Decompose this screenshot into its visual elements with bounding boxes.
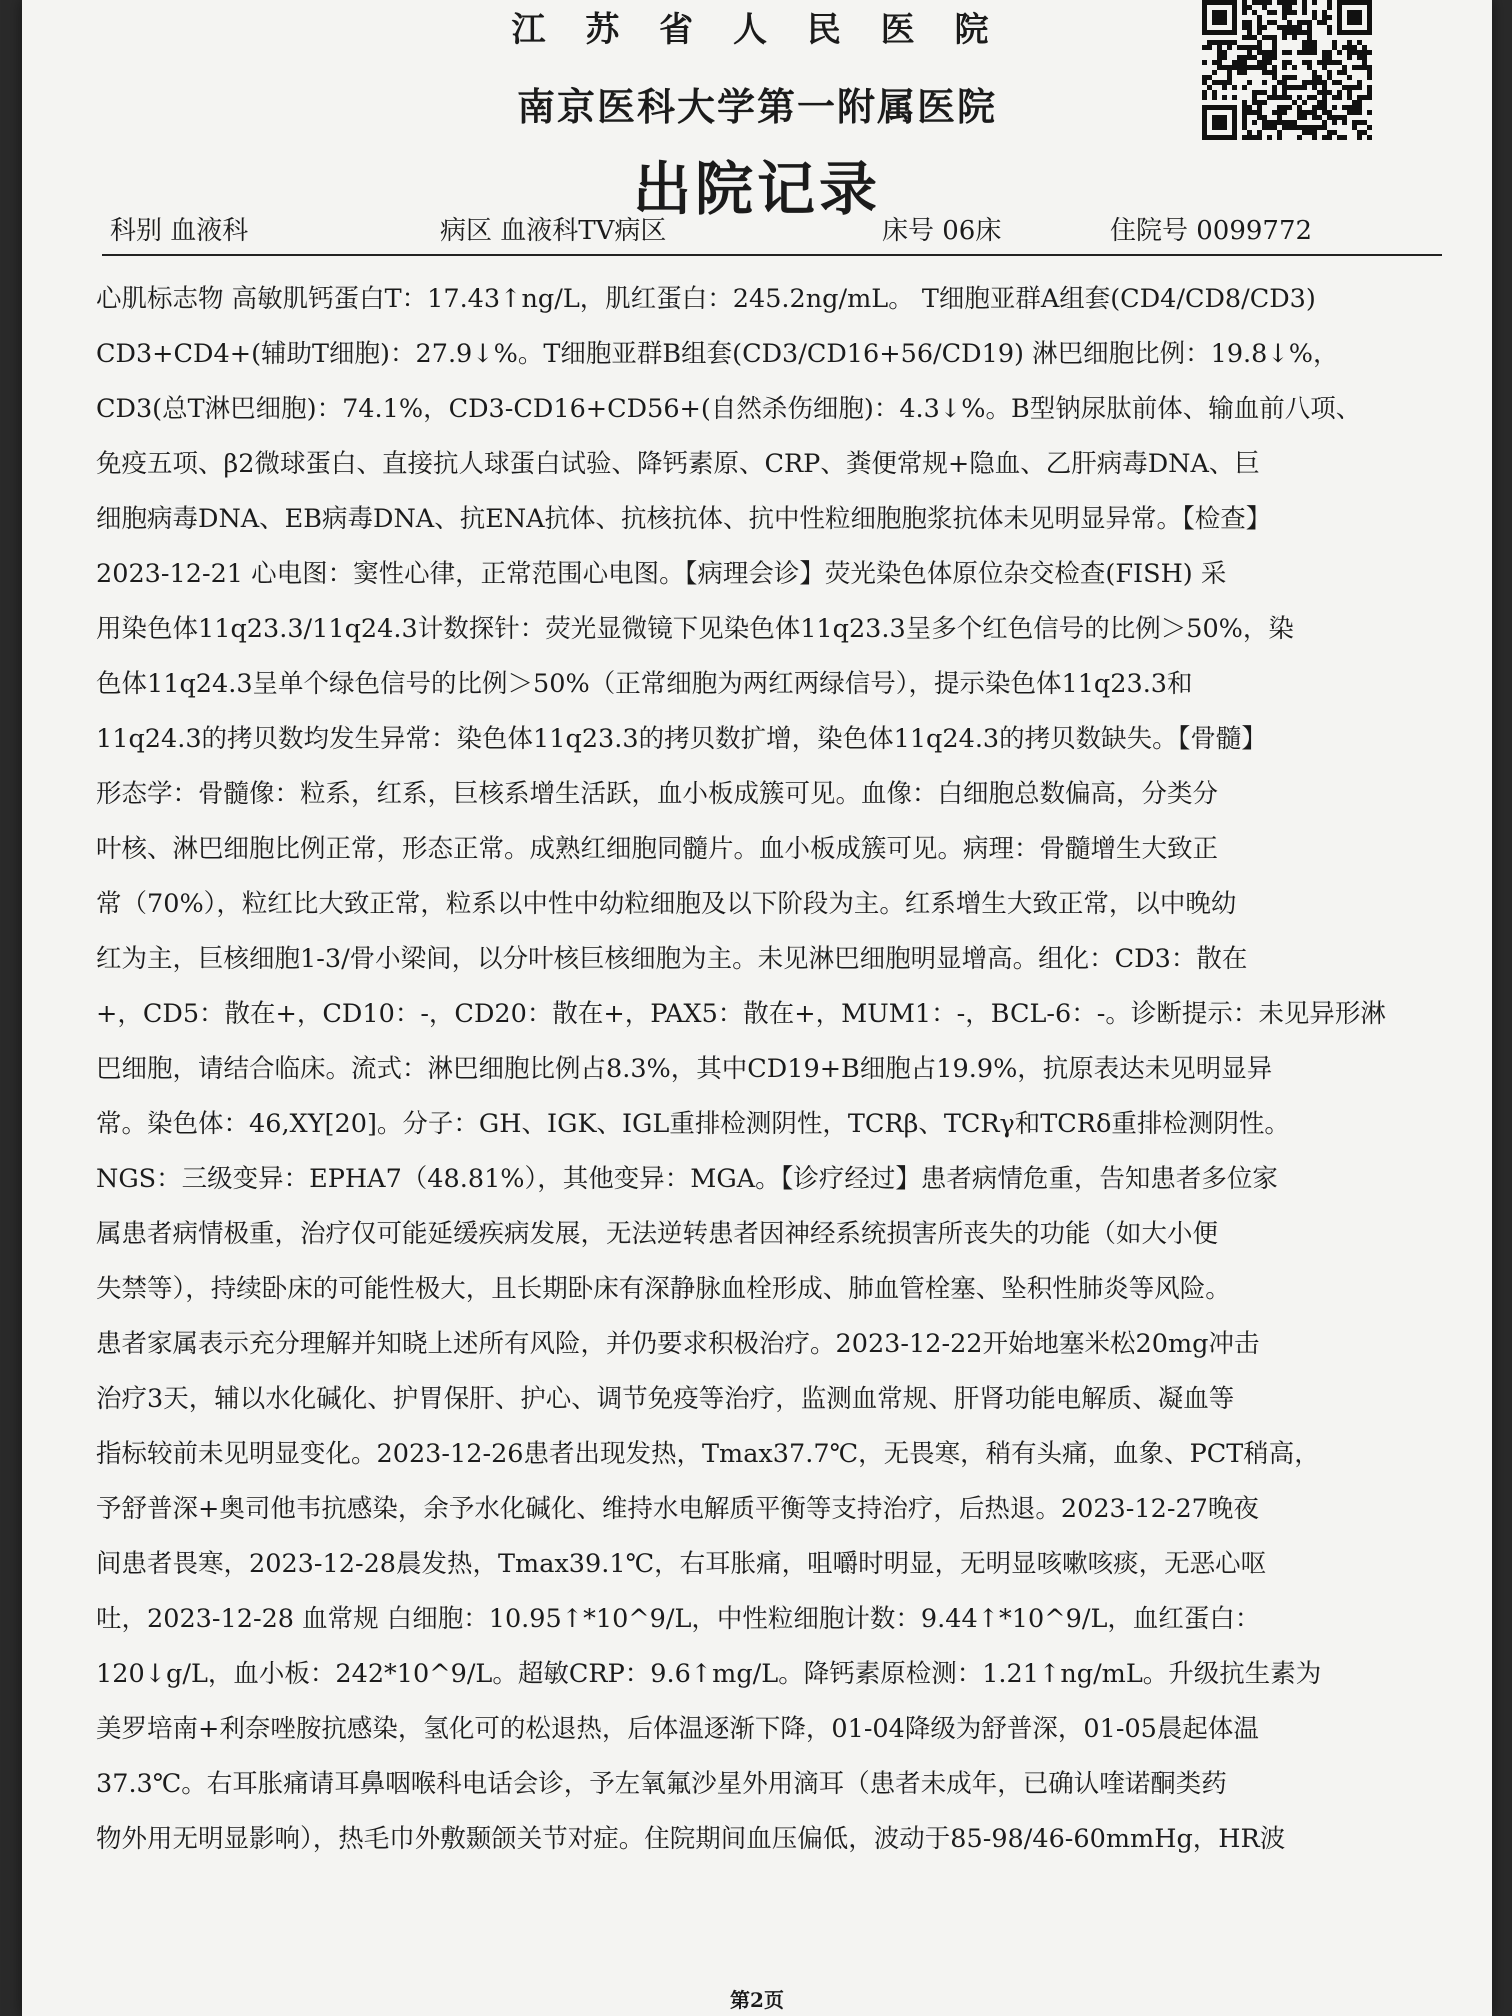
record-line: 红为主，巨核细胞1-3/骨小梁间，以分叶核巨核细胞为主。未见淋巴细胞明显增高。组化：CD3：散在 xyxy=(96,944,1248,974)
record-line: 常（70%），粒红比大致正常，粒系以中性中幼粒细胞及以下阶段为主。红系增生大致正常，以中晚幼 xyxy=(96,889,1237,919)
record-line: 常。染色体：46,XY[20]。分子：GH、IGK、IGL重排检测阴性，TCRβ、TCRγ和TCRδ重排检测阴性。 xyxy=(96,1109,1290,1139)
record-line: 用染色体11q23.3/11q24.3计数探针：荧光显微镜下见染色体11q23.3呈多个红色信号的比例＞50%，染 xyxy=(96,614,1294,644)
patient-info-bar xyxy=(110,210,1432,256)
hospital-name: 江 苏 省 人 民 医 院 xyxy=(511,10,1003,50)
record-line: 予舒普深+奥司他韦抗感染，余予水化碱化、维持水电解质平衡等支持治疗，后热退。2023-12-27晚夜 xyxy=(96,1494,1259,1524)
record-line: 2023-12-21 心电图：窦性心律，正常范围心电图。【病理会诊】荧光染色体原位杂交检查(FISH) 采 xyxy=(96,559,1227,589)
record-line: CD3(总T淋巴细胞)：74.1%，CD3-CD16+CD56+(自然杀伤细胞)：4.3↓%。B型钠尿肽前体、输血前八项、 xyxy=(96,394,1362,424)
record-line: 物外用无明显影响），热毛巾外敷颞颌关节对症。住院期间血压偏低，波动于85-98/46-60mmHg，HR波 xyxy=(96,1824,1286,1854)
record-line: 心肌标志物 高敏肌钙蛋白T：17.43↑ng/L，肌红蛋白：245.2ng/mL。 T细胞亚群A组套(CD4/CD8/CD3) xyxy=(96,284,1316,314)
record-line: 患者家属表示充分理解并知晓上述所有风险，并仍要求积极治疗。2023-12-22开始地塞米松20mg冲击 xyxy=(96,1329,1260,1359)
record-line: NGS：三级变异：EPHA7（48.81%），其他变异：MGA。【诊疗经过】患者病情危重，告知患者多位家 xyxy=(96,1164,1278,1194)
record-line: 形态学：骨髓像：粒系，红系，巨核系增生活跃，血小板成簇可见。血像：白细胞总数偏高，分类分 xyxy=(96,779,1219,809)
record-line: 37.3℃。右耳胀痛请耳鼻咽喉科电话会诊，予左氧氟沙星外用滴耳（患者未成年，已确认喹诺酮类药 xyxy=(96,1769,1227,1799)
record-line: 巴细胞，请结合临床。流式：淋巴细胞比例占8.3%，其中CD19+B细胞占19.9%，抗原表达未见明显异 xyxy=(96,1054,1273,1084)
record-line: +，CD5：散在+，CD10：-，CD20：散在+，PAX5：散在+，MUM1：-，BCL-6：-。诊断提示：未见异形淋 xyxy=(96,999,1386,1029)
department-field: 科别 血液科 xyxy=(110,216,249,246)
record-line: 治疗3天，辅以水化碱化、护胃保肝、护心、调节免疫等治疗，监测血常规、肝肾功能电解质、凝血等 xyxy=(96,1384,1235,1414)
record-line: 120↓g/L，血小板：242*10^9/L。超敏CRP：9.6↑mg/L。降钙素原检测：1.21↑ng/mL。升级抗生素为 xyxy=(96,1659,1322,1689)
record-line: CD3+CD4+(辅助T细胞)：27.9↓%。T细胞亚群B组套(CD3/CD16+56/CD19) 淋巴细胞比例：19.8↓%， xyxy=(96,339,1339,369)
ward-field: 病区 血液科TV病区 xyxy=(440,216,667,246)
header-divider xyxy=(102,254,1442,256)
bed-field: 床号 06床 xyxy=(882,216,1002,246)
page-number: 第2页 xyxy=(730,1988,784,2012)
discharge-record-page xyxy=(22,0,1492,2016)
record-line: 免疫五项、β2微球蛋白、直接抗人球蛋白试验、降钙素原、CRP、粪便常规+隐血、乙肝病毒DNA、巨 xyxy=(96,449,1260,479)
document-title: 出院记录 xyxy=(632,155,881,223)
record-body xyxy=(96,272,1464,1867)
qr-code-icon xyxy=(1202,0,1372,140)
record-line: 属患者病情极重，治疗仅可能延缓疾病发展，无法逆转患者因神经系统损害所丧失的功能（如大小便 xyxy=(96,1219,1219,1249)
record-line: 失禁等），持续卧床的可能性极大，且长期卧床有深静脉血栓形成、肺血管栓塞、坠积性肺炎等风险。 xyxy=(96,1274,1231,1304)
record-line: 吐，2023-12-28 血常规 白细胞：10.95↑*10^9/L，中性粒细胞计数：9.44↑*10^9/L，血红蛋白： xyxy=(96,1604,1261,1634)
record-line: 细胞病毒DNA、EB病毒DNA、抗ENA抗体、抗核抗体、抗中性粒细胞胞浆抗体未见明显异常。【检查】 xyxy=(96,504,1272,534)
hospital-affiliation: 南京医科大学第一附属医院 xyxy=(516,84,997,129)
record-line: 11q24.3的拷贝数均发生异常：染色体11q23.3的拷贝数扩增，染色体11q24.3的拷贝数缺失。【骨髓】 xyxy=(96,724,1267,754)
admission-number-field: 住院号 0099772 xyxy=(1110,216,1313,246)
record-line: 美罗培南+利奈唑胺抗感染，氢化可的松退热，后体温逐渐下降，01-04降级为舒普深，01-05晨起体温 xyxy=(96,1714,1259,1744)
record-line: 色体11q24.3呈单个绿色信号的比例＞50%（正常细胞为两红两绿信号），提示染色体11q23.3和 xyxy=(96,669,1193,699)
record-line: 叶核、淋巴细胞比例正常，形态正常。成熟红细胞同髓片。血小板成簇可见。病理：骨髓增生大致正 xyxy=(96,834,1219,864)
record-line: 指标较前未见明显变化。2023-12-26患者出现发热，Tmax37.7℃，无畏寒，稍有头痛，血象、PCT稍高， xyxy=(96,1439,1320,1469)
record-line: 间患者畏寒，2023-12-28晨发热，Tmax39.1℃，右耳胀痛，咀嚼时明显，无明显咳嗽咳痰，无恶心呕 xyxy=(96,1549,1267,1579)
